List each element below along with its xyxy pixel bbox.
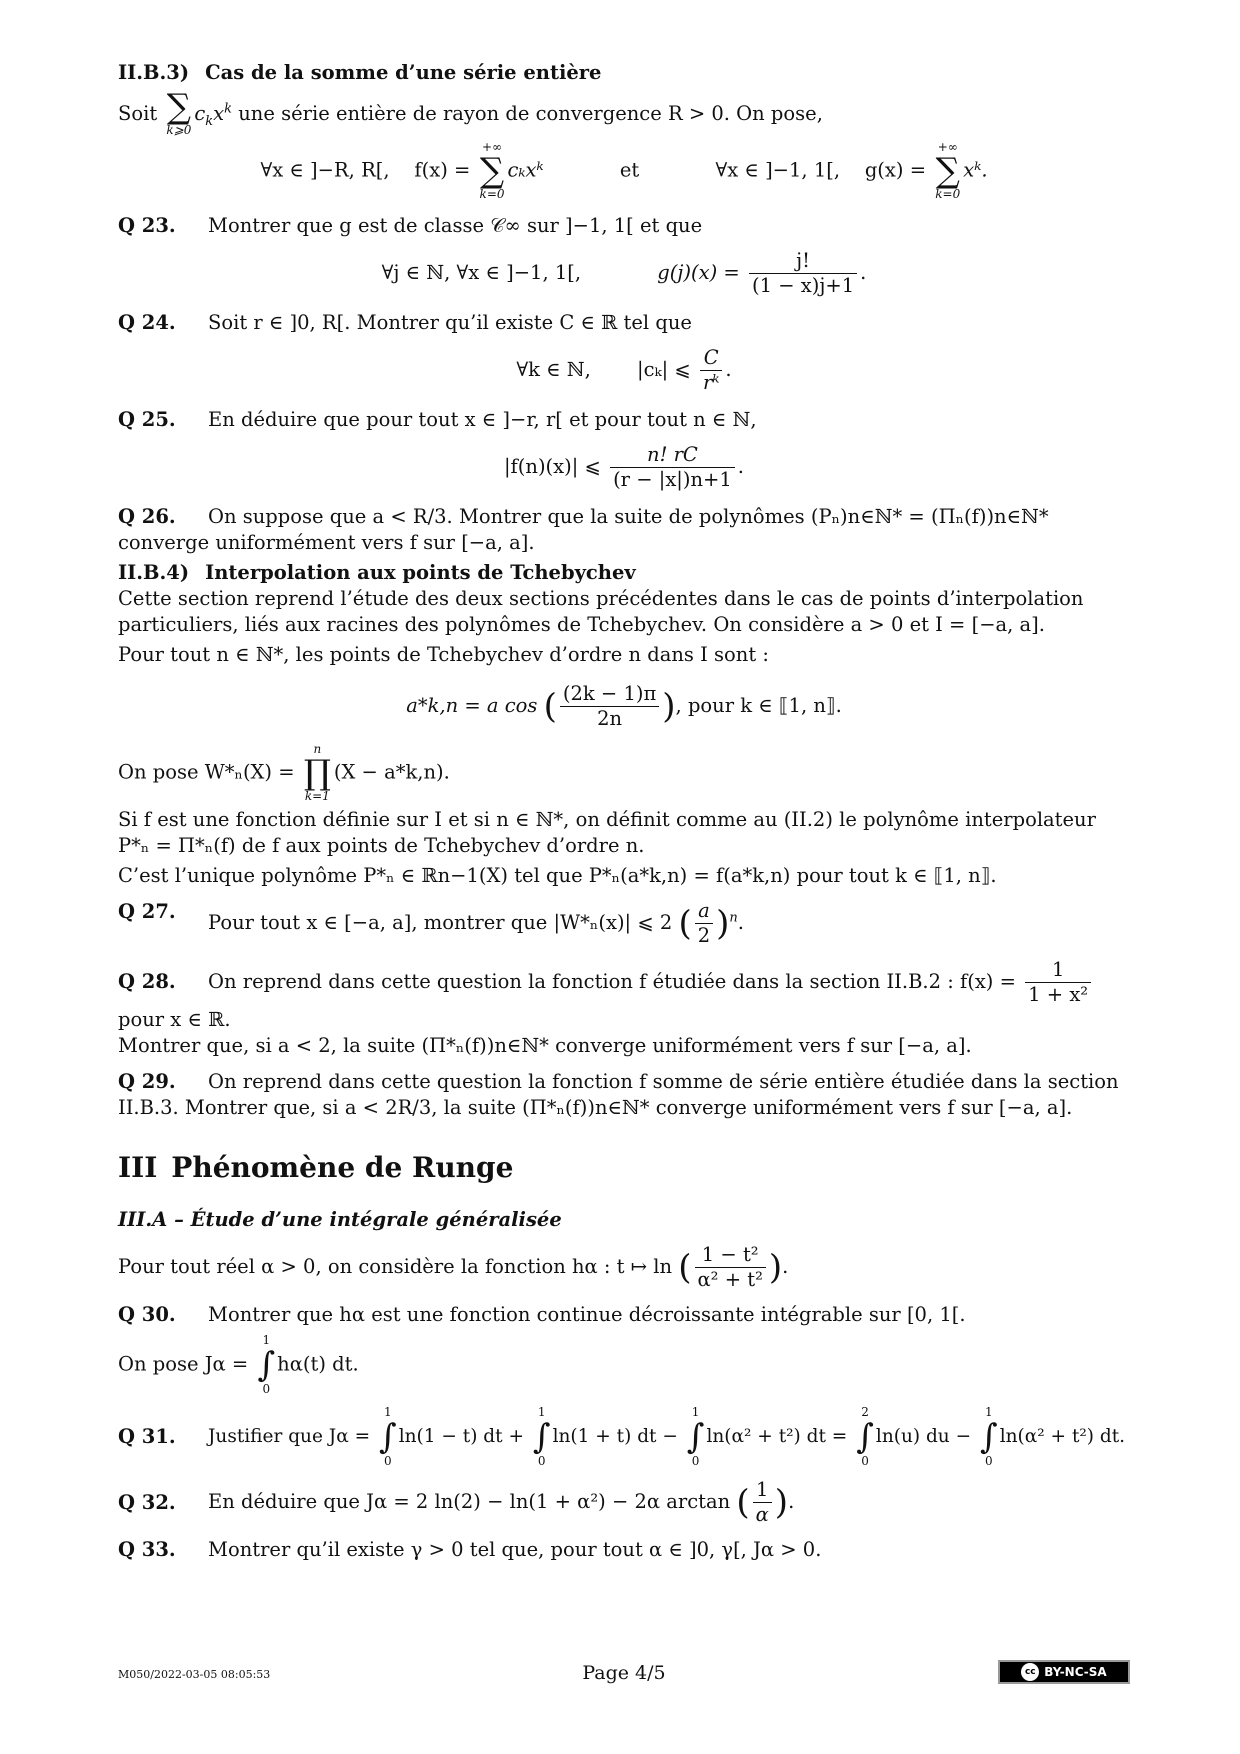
sum-symbol-f: +∞ ∑ k=0 (479, 140, 505, 201)
section-title: Cas de la somme d’une série entière (205, 61, 602, 84)
question-label: Q 29. (118, 1070, 176, 1093)
sum-symbol-g: +∞ ∑ k=0 (935, 140, 961, 201)
question-23 (118, 213, 1130, 239)
question-text: En déduire que pour tout x ∈ ]−r, r[ et pour tout n ∈ ℕ, (208, 408, 757, 431)
question-label: Q 28. (118, 970, 176, 993)
page-number: Page 4/5 (582, 1662, 666, 1684)
question-label: Q 26. (118, 505, 176, 528)
paragraph: Pour tout n ∈ ℕ*, les points de Tchebychev d’ordre n dans I sont : (118, 643, 769, 666)
document-body (118, 58, 1130, 1563)
g-domain: ∀x ∈ ]−1, 1[, (715, 158, 841, 182)
fraction: $\frac{C}{\text{rᵏ}}$ (700, 346, 722, 395)
integral-symbol: 1 ∫ 0 (532, 1405, 551, 1468)
term-c: c (194, 102, 206, 125)
fraction: $\frac{(2k - 1)\pi}{2n}$ (560, 682, 659, 731)
question-text: Justifier que Jα = 1 ∫ 0 ln(1 − t) dt + 1 ∫ 0 ln(1 + t) dt − 1 ∫ 0 ln(α² + t²) dt = 2 ∫ 0 ln(u) du − 1 ∫ 0 ln(α² + t²) dt. (208, 1405, 1126, 1468)
question-text: Soit r ∈ ]0, R[. Montrer qu’il existe C ∈ ℝ tel que (208, 311, 692, 334)
question-text: Montrer que g est de classe 𝒞∞ sur ]−1, 1[ et que (208, 214, 703, 237)
section-title: Interpolation aux points de Tchebychev (205, 561, 636, 584)
section-heading-2b3 (118, 60, 1130, 86)
document-id: M050/2022-03-05 08:05:53 (118, 1668, 271, 1681)
question-text: Montrer que hα est une fonction continue décroissante intégrable sur [0, 1[. (208, 1303, 966, 1326)
question-text: Pour tout x ∈ [−a, a], montrer que |W*ₙ(x)| ⩽ 2 ( $\frac{a}{2}$ )$^n$. (208, 899, 744, 947)
tchebychev-points: a*k,n = a cos ( $\frac{(2k - 1)\pi}{2n}$ ), pour k ∈ ⟦1, n⟧. (406, 682, 842, 730)
q23-display: ∀j ∈ ℕ, ∀x ∈ ]−1, 1[, g(j)(x) = $\frac{j!}{(1 - x)j+1}$ . (381, 249, 867, 297)
product-symbol: n ∏ k=1 (303, 742, 331, 803)
intro-2b3 (118, 87, 1130, 137)
question-label: Q 30. (118, 1303, 176, 1326)
part-heading: III Phénomène de Runge (118, 1151, 514, 1184)
question-text: On suppose que a < R/3. Montrer que la suite de polynômes (Pₙ)n∈ℕ* = (Πₙ(f))n∈ℕ* converge uniformément vers f sur [−a, a]. (118, 505, 1049, 554)
question-text: On reprend dans cette question la fonction f somme de série entière étudiée dans la section II.B.3. Montrer que, si a < 2R/3, la suite (Π*ₙ(f))n∈ℕ* converge uniformément vers f sur [−a, a]. (118, 1070, 1119, 1119)
fraction: $\frac{1}{\alpha}$ (753, 1478, 772, 1527)
question-25 (118, 407, 1130, 433)
fraction: $\frac{1}{\text{1 + x²}}$ (1025, 958, 1091, 1007)
question-30 (118, 1302, 1130, 1328)
question-label: Q 25. (118, 408, 176, 431)
fraction: $\frac{\text{1 − t²}}{\text{α² + t²}}$ (695, 1243, 766, 1292)
question-26 (118, 504, 1130, 556)
q25-display: |f(n)(x)| ⩽ $\frac{n! rC}{(r - |x|)n+1}$ . (503, 443, 744, 491)
fraction: $\frac{j!}{(1 - x)j+1}$ (749, 249, 857, 298)
question-text: En déduire que Jα = 2 ln(2) − ln(1 + α²) − 2α arctan ( $\frac{1}{\alpha}$ ). (208, 1478, 795, 1526)
g-lhs: g(x) = (864, 158, 927, 182)
question-32 (118, 1478, 1130, 1527)
question-label: Q 24. (118, 311, 176, 334)
integral-symbol: 1 ∫ 0 (378, 1405, 397, 1468)
w-definition: On pose W*ₙ(X) = n ∏ k=1 (X − a*k,n). (118, 742, 450, 803)
h-alpha-definition: Pour tout réel α > 0, on considère la fonction hα : t ↦ ln ( $\frac{\text{1 − t²}}{\text{α² + t²}}$ ). (118, 1243, 789, 1291)
def-f-g (118, 141, 1130, 201)
question-label: Q 31. (118, 1425, 176, 1448)
f-term: cₖxᵏ (507, 158, 544, 182)
term-x: x (213, 102, 225, 125)
fraction: $\frac{a}{2}$ (695, 899, 713, 948)
question-text: Montrer qu’il existe γ > 0 tel que, pour tout α ∈ ]0, γ[, Jα > 0. (208, 1538, 822, 1561)
integral-symbol: 2 ∫ 0 (856, 1405, 874, 1468)
question-28: Q 28. On reprend dans cette question la fonction f étudiée dans la section II.B.2 : f(x) = $\frac{1}{\text{1 + x²}}$ pour x ∈ ℝ. Montrer que, si a < 2, la suite (Π*ₙ(f))n∈ℕ* converge uniformément vers f sur [−a, a]. (118, 958, 1130, 1059)
question-33 (118, 1537, 1130, 1563)
term-sub: k (205, 113, 214, 129)
license-label: BY-NC-SA (1044, 1665, 1107, 1679)
integral-symbol: 1 ∫ 0 (686, 1405, 705, 1468)
sum-symbol: ∑ k⩾0 (166, 87, 192, 137)
section-number: II.B.4) (118, 561, 190, 584)
paragraph: Si f est une fonction définie sur I et si n ∈ ℕ*, on définit comme au (II.2) le polynôme interpolateur P*ₙ = Π*ₙ(f) de f aux points de Tchebychev d’ordre n. (118, 808, 1096, 857)
et-word: et (619, 158, 640, 182)
soit-word: Soit (118, 102, 158, 125)
fraction: $\frac{n! rC}{(r - |x|)n+1}$ (610, 443, 735, 492)
term-sup: k (224, 101, 233, 117)
integral-symbol: 1 ∫ 0 (257, 1333, 276, 1396)
page-footer (118, 1660, 1130, 1690)
section-heading-2b4 (118, 560, 1130, 586)
license-badge[interactable] (998, 1660, 1130, 1684)
question-label: Q 23. (118, 214, 176, 237)
j-definition: On pose Jα = 1 ∫ 0 hα(t) dt. (118, 1333, 359, 1396)
question-label: Q 33. (118, 1538, 176, 1561)
question-24 (118, 310, 1130, 336)
paragraph: C’est l’unique polynôme P*ₙ ∈ ℝn−1(X) tel que P*ₙ(a*k,n) = f(a*k,n) pour tout k ∈ ⟦1, n⟧. (118, 864, 997, 887)
q24-display: ∀k ∈ ℕ, |cₖ| ⩽ $\frac{C}{\text{rᵏ}}$ . (516, 346, 732, 394)
f-domain: ∀x ∈ ]−R, R[, (260, 158, 390, 182)
f-lhs: f(x) = (414, 158, 471, 182)
section-number: II.B.3) (118, 61, 190, 84)
subsection-heading: III.A – Étude d’une intégrale généralisée (118, 1208, 562, 1231)
paragraph: Cette section reprend l’étude des deux sections précédentes dans le cas de points d’interpolation particuliers, liés aux racines des polynômes de Tchebychev. On considère a > 0 et I = [−a, a]. (118, 587, 1084, 636)
question-label: Q 27. (118, 900, 176, 923)
integral-symbol: 1 ∫ 0 (980, 1405, 998, 1468)
question-31 (118, 1406, 1130, 1468)
intro-rest: une série entière de rayon de convergence R > 0. On pose, (232, 102, 823, 125)
creative-commons-icon: cc (1021, 1663, 1039, 1681)
question-label: Q 32. (118, 1490, 176, 1514)
sum-lower-limit: k⩾0 (166, 123, 192, 137)
question-27 (118, 899, 1130, 948)
question-29 (118, 1069, 1130, 1121)
g-term: xᵏ. (963, 158, 988, 182)
